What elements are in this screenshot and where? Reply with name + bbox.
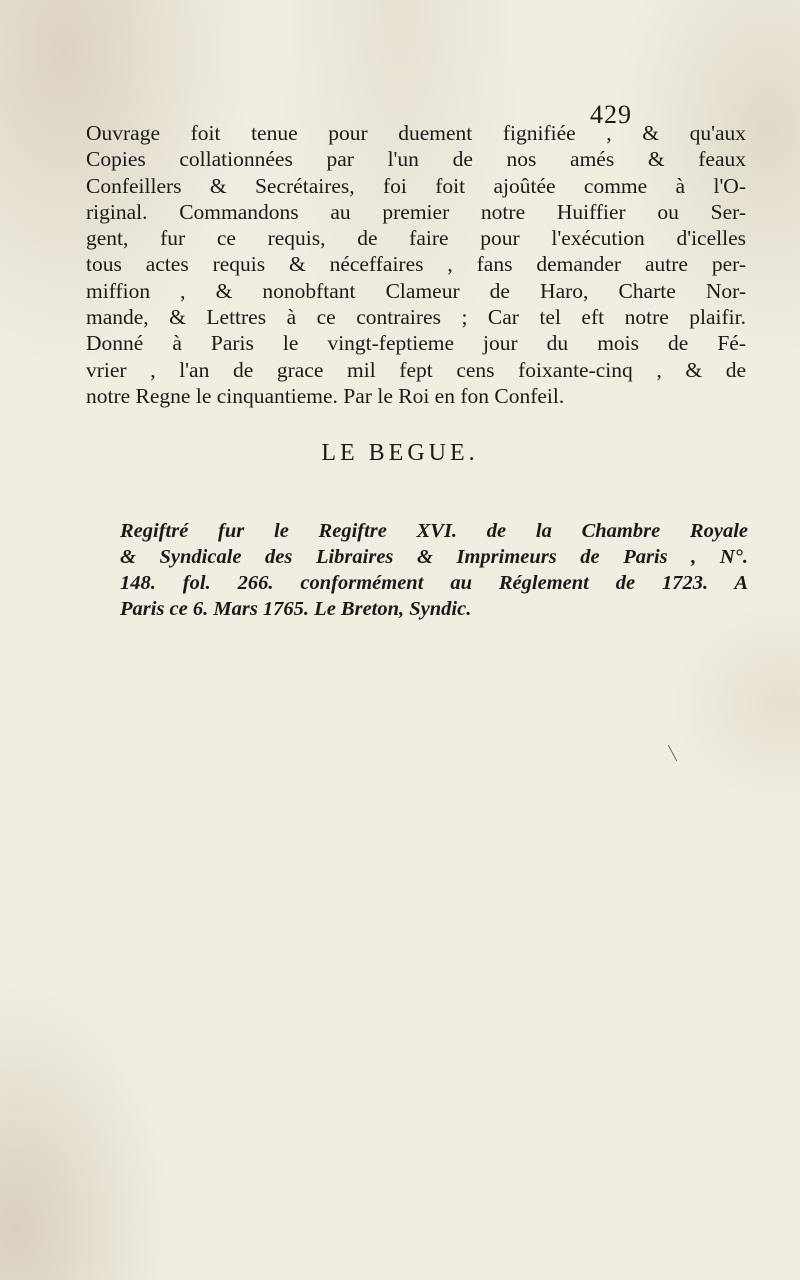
body-line: tous actes requis & néceffaires , fans demander autre per- [86,252,746,277]
body-line: mande, & Lettres à ce contraires ; Car tel eft notre plaifir. [86,305,746,330]
registry-line: 148. fol. 266. conformément au Réglement de 1723. A [120,572,748,594]
body-line: vrier , l'an de grace mil fept cens foixante-cinq , & de [86,357,746,382]
registry-line: Regiftré fur le Regiftre XVI. de la Chambre Royale [120,520,748,542]
body-line: gent, fur ce requis, de faire pour l'exécution d'icelles [86,226,746,251]
body-line: notre Regne le cinquantieme. Par le Roi en fon Confeil. [86,383,565,408]
registry-line: & Syndicale des Libraires & Imprimeurs de Paris , N°. [120,546,748,568]
body-line: Ouvrage foit tenue pour duement fignifiée , & qu'aux [86,121,746,145]
body-line: riginal. Commandons au premier notre Huiffier ou Ser- [86,199,746,224]
registry-line: Paris ce 6. Mars 1765. Le Breton, Syndic. [120,598,472,620]
body-line: Confeillers & Secrétaires, foi foit ajoûtée comme à l'O- [86,173,746,198]
page-number: 429 [590,100,632,129]
body-line: Copies collationnées par l'un de nos amés & feaux [86,147,746,172]
registry-note [120,518,748,622]
body-line: miffion , & nonobftant Clameur de Haro, Charte Nor- [86,278,746,303]
signature: LE BEGUE. [321,440,479,466]
body-text [86,120,746,409]
stray-ink-mark [668,745,677,761]
body-line: Donné à Paris le vingt-feptieme jour du mois de Fé- [86,331,746,356]
